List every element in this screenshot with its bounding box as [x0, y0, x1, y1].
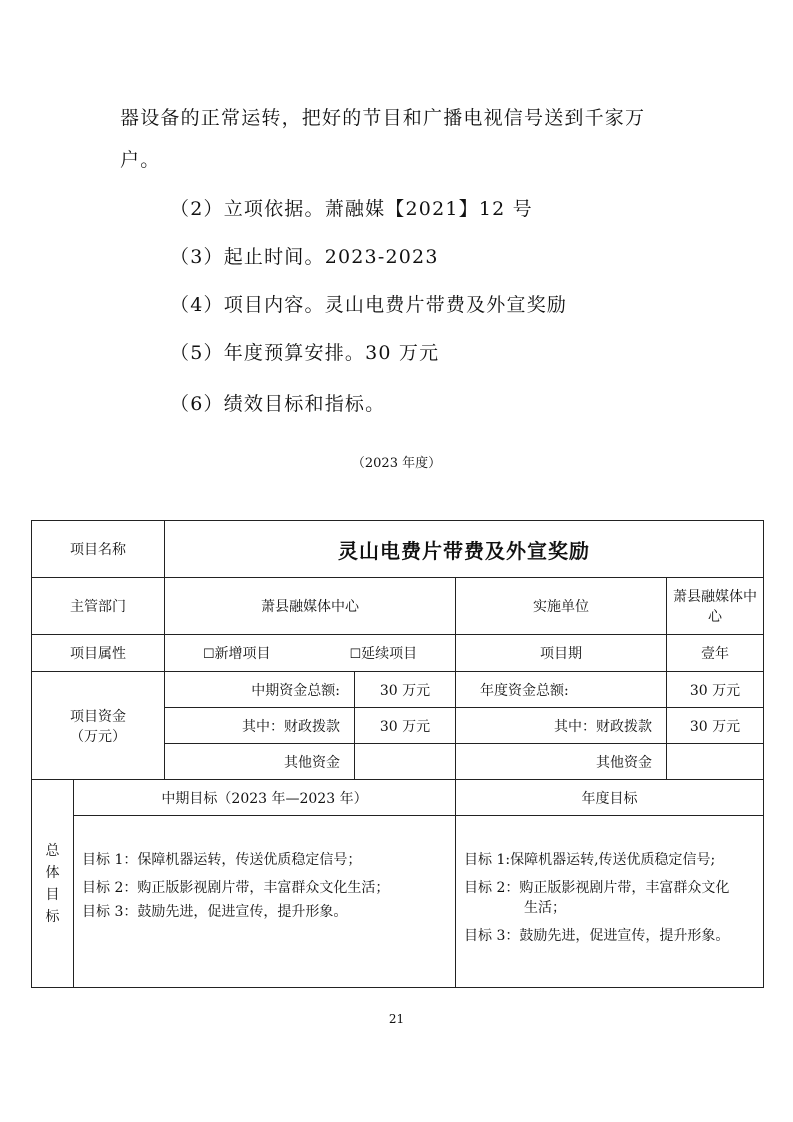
page-number: 21	[388, 1012, 405, 1026]
project-name-label: 项目名称	[32, 521, 165, 578]
attr-label: 项目属性	[32, 635, 165, 672]
annual-other-value	[667, 744, 764, 780]
annual-other-label: 其他资金	[456, 744, 667, 780]
item-budget: （5）年度预算安排。30 万元	[170, 342, 440, 364]
overall-goal-label: 总 体 目 标	[32, 780, 74, 988]
year-caption: （2023 年度）	[351, 456, 442, 471]
funds-label-line2: （万元）	[70, 728, 126, 745]
dept-label: 主管部门	[32, 578, 165, 635]
annual-goal-3: 目标 3：鼓励先进，促进宣传，提升形象。	[464, 928, 730, 944]
mid-total-label: 中期资金总额:	[165, 672, 355, 708]
annual-goal-1: 目标 1:保障机器运转,传送优质稳定信号;	[464, 852, 716, 868]
annual-goal-2-cont: 生活；	[524, 900, 566, 916]
annual-goals-cell	[456, 816, 764, 988]
funds-label	[32, 672, 165, 780]
impl-label: 实施单位	[456, 578, 667, 635]
funds-label-line1: 项目资金	[70, 708, 126, 725]
project-name: 灵山电费片带费及外宣奖励	[165, 521, 764, 578]
mid-goal-3: 目标 3：鼓励先进，促进宣传，提升形象。	[82, 904, 348, 920]
item-goals: （6）绩效目标和指标。	[170, 393, 386, 415]
dept-value: 萧县融媒体中心	[165, 578, 456, 635]
checkbox-new-icon: ☐	[202, 647, 215, 662]
checkbox-continue-icon: ☐	[349, 647, 362, 662]
annual-goal-header: 年度目标	[456, 780, 764, 816]
annual-total-value: 30 万元	[667, 672, 764, 708]
period-label: 项目期	[456, 635, 667, 672]
attr-options	[165, 635, 456, 672]
impl-value: 萧县融媒体中心	[667, 578, 764, 635]
mid-goal-2: 目标 2：购正版影视剧片带，丰富群众文化生活；	[82, 880, 390, 896]
period-value: 壹年	[667, 635, 764, 672]
mid-goal-1: 目标 1：保障机器运转，传送优质稳定信号；	[82, 852, 362, 868]
attr-new: 新增项目	[214, 646, 271, 662]
mid-goal-header: 中期目标（2023 年—2023 年）	[74, 780, 456, 816]
item-period: （3）起止时间。2023-2023	[170, 246, 439, 268]
annual-goal-2: 目标 2：购正版影视剧片带，丰富群众文化	[464, 880, 730, 896]
annual-fiscal-value: 30 万元	[667, 708, 764, 744]
item-content: （4）项目内容。灵山电费片带费及外宣奖励	[170, 294, 568, 316]
mid-goals-cell	[74, 816, 456, 988]
body-line-1: 器设备的正常运转，把好的节目和广播电视信号送到千家万	[120, 107, 646, 129]
mid-other-value	[355, 744, 456, 780]
mid-other-label: 其他资金	[165, 744, 355, 780]
mid-fiscal-label: 其中：财政拨款	[165, 708, 355, 744]
annual-fiscal-label: 其中：财政拨款	[456, 708, 667, 744]
project-table	[31, 520, 764, 988]
annual-total-label: 年度资金总额:	[456, 672, 667, 708]
body-line-2: 户。	[120, 149, 161, 171]
mid-fiscal-value: 30 万元	[355, 708, 456, 744]
mid-total-value: 30 万元	[355, 672, 456, 708]
item-basis: （2）立项依据。萧融媒【2021】12 号	[170, 198, 533, 220]
attr-continue: 延续项目	[361, 646, 418, 662]
